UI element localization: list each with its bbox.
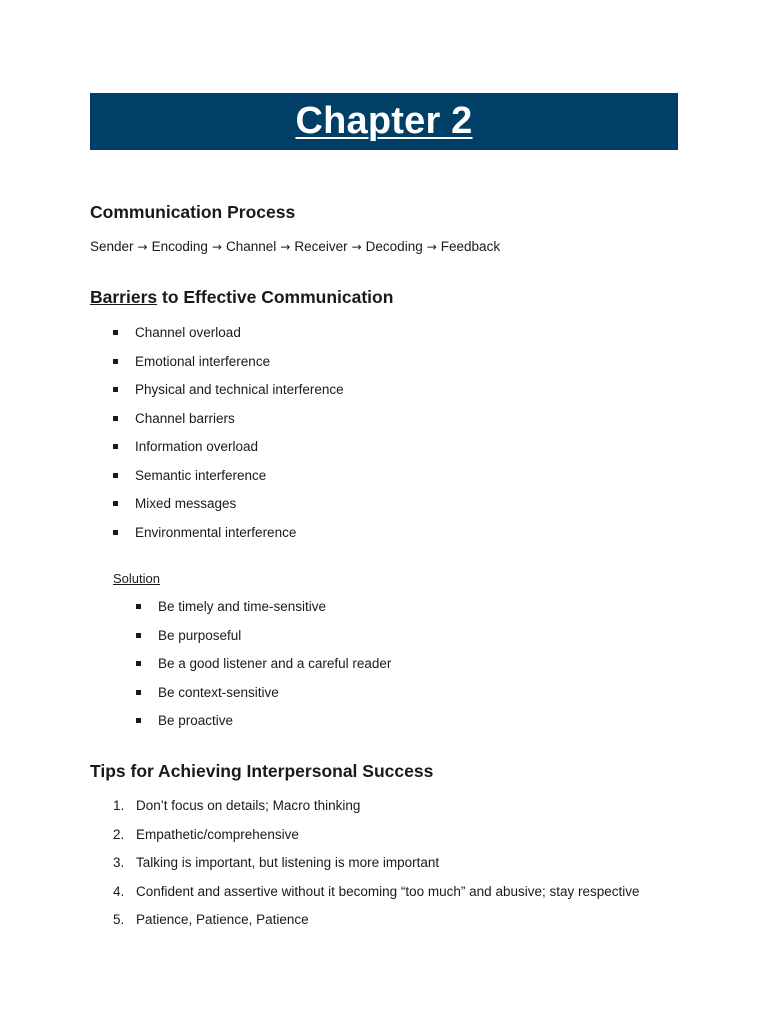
- process-flow: [90, 239, 500, 254]
- list-item-text: Be purposeful: [158, 627, 242, 643]
- list-item-text: Patience, Patience, Patience: [136, 912, 309, 927]
- list-item: [158, 655, 391, 684]
- list-item-text: Be context-sensitive: [158, 684, 279, 700]
- bullet-square-icon: [113, 330, 118, 335]
- bullet-square-icon: [113, 501, 118, 506]
- list-item: [135, 353, 344, 382]
- list-item-number: 2.: [113, 826, 125, 842]
- list-item-text: Mixed messages: [135, 496, 237, 511]
- list-item-text: Don’t focus on details; Macro thinking: [136, 798, 361, 813]
- list-item: [113, 826, 640, 855]
- list-item: [135, 524, 344, 553]
- title-banner: [90, 93, 678, 150]
- process-step: Encoding: [151, 239, 208, 254]
- solution-list: [158, 598, 391, 741]
- bullet-square-icon: [113, 444, 118, 449]
- process-step: Receiver: [294, 239, 348, 254]
- process-step: Channel: [225, 239, 277, 254]
- bullet-square-icon: [136, 633, 141, 638]
- barriers-list: [135, 324, 344, 552]
- arrow-right-icon: →: [351, 240, 362, 254]
- list-item-number: 4.: [113, 883, 125, 899]
- list-item: [135, 467, 344, 496]
- bullet-square-icon: [136, 690, 141, 695]
- list-item-number: 1.: [113, 798, 125, 813]
- list-item: [158, 684, 391, 713]
- arrow-right-icon: →: [211, 240, 222, 254]
- process-step: Feedback: [440, 239, 501, 254]
- list-item: [135, 324, 344, 353]
- process-step: Sender: [90, 239, 134, 254]
- list-item-number: 3.: [113, 855, 125, 870]
- list-item-text: Channel barriers: [135, 410, 235, 426]
- bullet-square-icon: [113, 359, 118, 364]
- list-item-text: Be proactive: [158, 713, 234, 728]
- bullet-square-icon: [136, 661, 141, 666]
- list-item-text: Semantic interference: [135, 467, 267, 483]
- arrow-right-icon: →: [137, 240, 148, 254]
- list-item: [158, 712, 391, 741]
- bullet-square-icon: [136, 604, 141, 609]
- tips-heading: Tips for Achieving Interpersonal Success: [90, 761, 434, 781]
- process-heading: Communication Process: [90, 202, 296, 222]
- solution-label: Solution: [113, 571, 160, 586]
- list-item: [158, 598, 391, 627]
- list-item: [135, 438, 344, 467]
- list-item-text: Confident and assertive without it becoming “too much” and abusive; stay respective: [136, 883, 640, 899]
- list-item: [113, 911, 640, 940]
- bullet-square-icon: [113, 530, 118, 535]
- tips-list: [113, 797, 640, 940]
- page-title: Chapter 2: [295, 100, 473, 142]
- bullet-square-icon: [113, 416, 118, 421]
- list-item: [158, 627, 391, 656]
- barriers-heading-rest: to Effective Communication: [157, 287, 394, 307]
- list-item: [113, 883, 640, 912]
- list-item: [135, 381, 344, 410]
- list-item: [135, 410, 344, 439]
- list-item-text: Physical and technical interference: [135, 382, 344, 397]
- bullet-square-icon: [113, 387, 118, 392]
- list-item-text: Environmental interference: [135, 524, 297, 540]
- barriers-heading: [90, 287, 393, 308]
- arrow-right-icon: →: [280, 240, 291, 254]
- arrow-right-icon: →: [426, 240, 437, 254]
- list-item-text: Be timely and time-sensitive: [158, 599, 327, 614]
- list-item: [113, 854, 640, 883]
- list-item-text: Talking is important, but listening is more important: [136, 855, 440, 870]
- list-item-text: Be a good listener and a careful reader: [158, 656, 392, 671]
- list-item: [135, 495, 344, 524]
- bullet-square-icon: [113, 473, 118, 478]
- list-item: [113, 797, 640, 826]
- process-step: Decoding: [365, 239, 423, 254]
- list-item-text: Empathetic/comprehensive: [136, 826, 299, 842]
- list-item-text: Emotional interference: [135, 353, 271, 369]
- barriers-heading-keyword: Barriers: [90, 287, 158, 307]
- list-item-text: Information overload: [135, 439, 259, 454]
- list-item-number: 5.: [113, 912, 125, 927]
- list-item-text: Channel overload: [135, 325, 241, 340]
- bullet-square-icon: [136, 718, 141, 723]
